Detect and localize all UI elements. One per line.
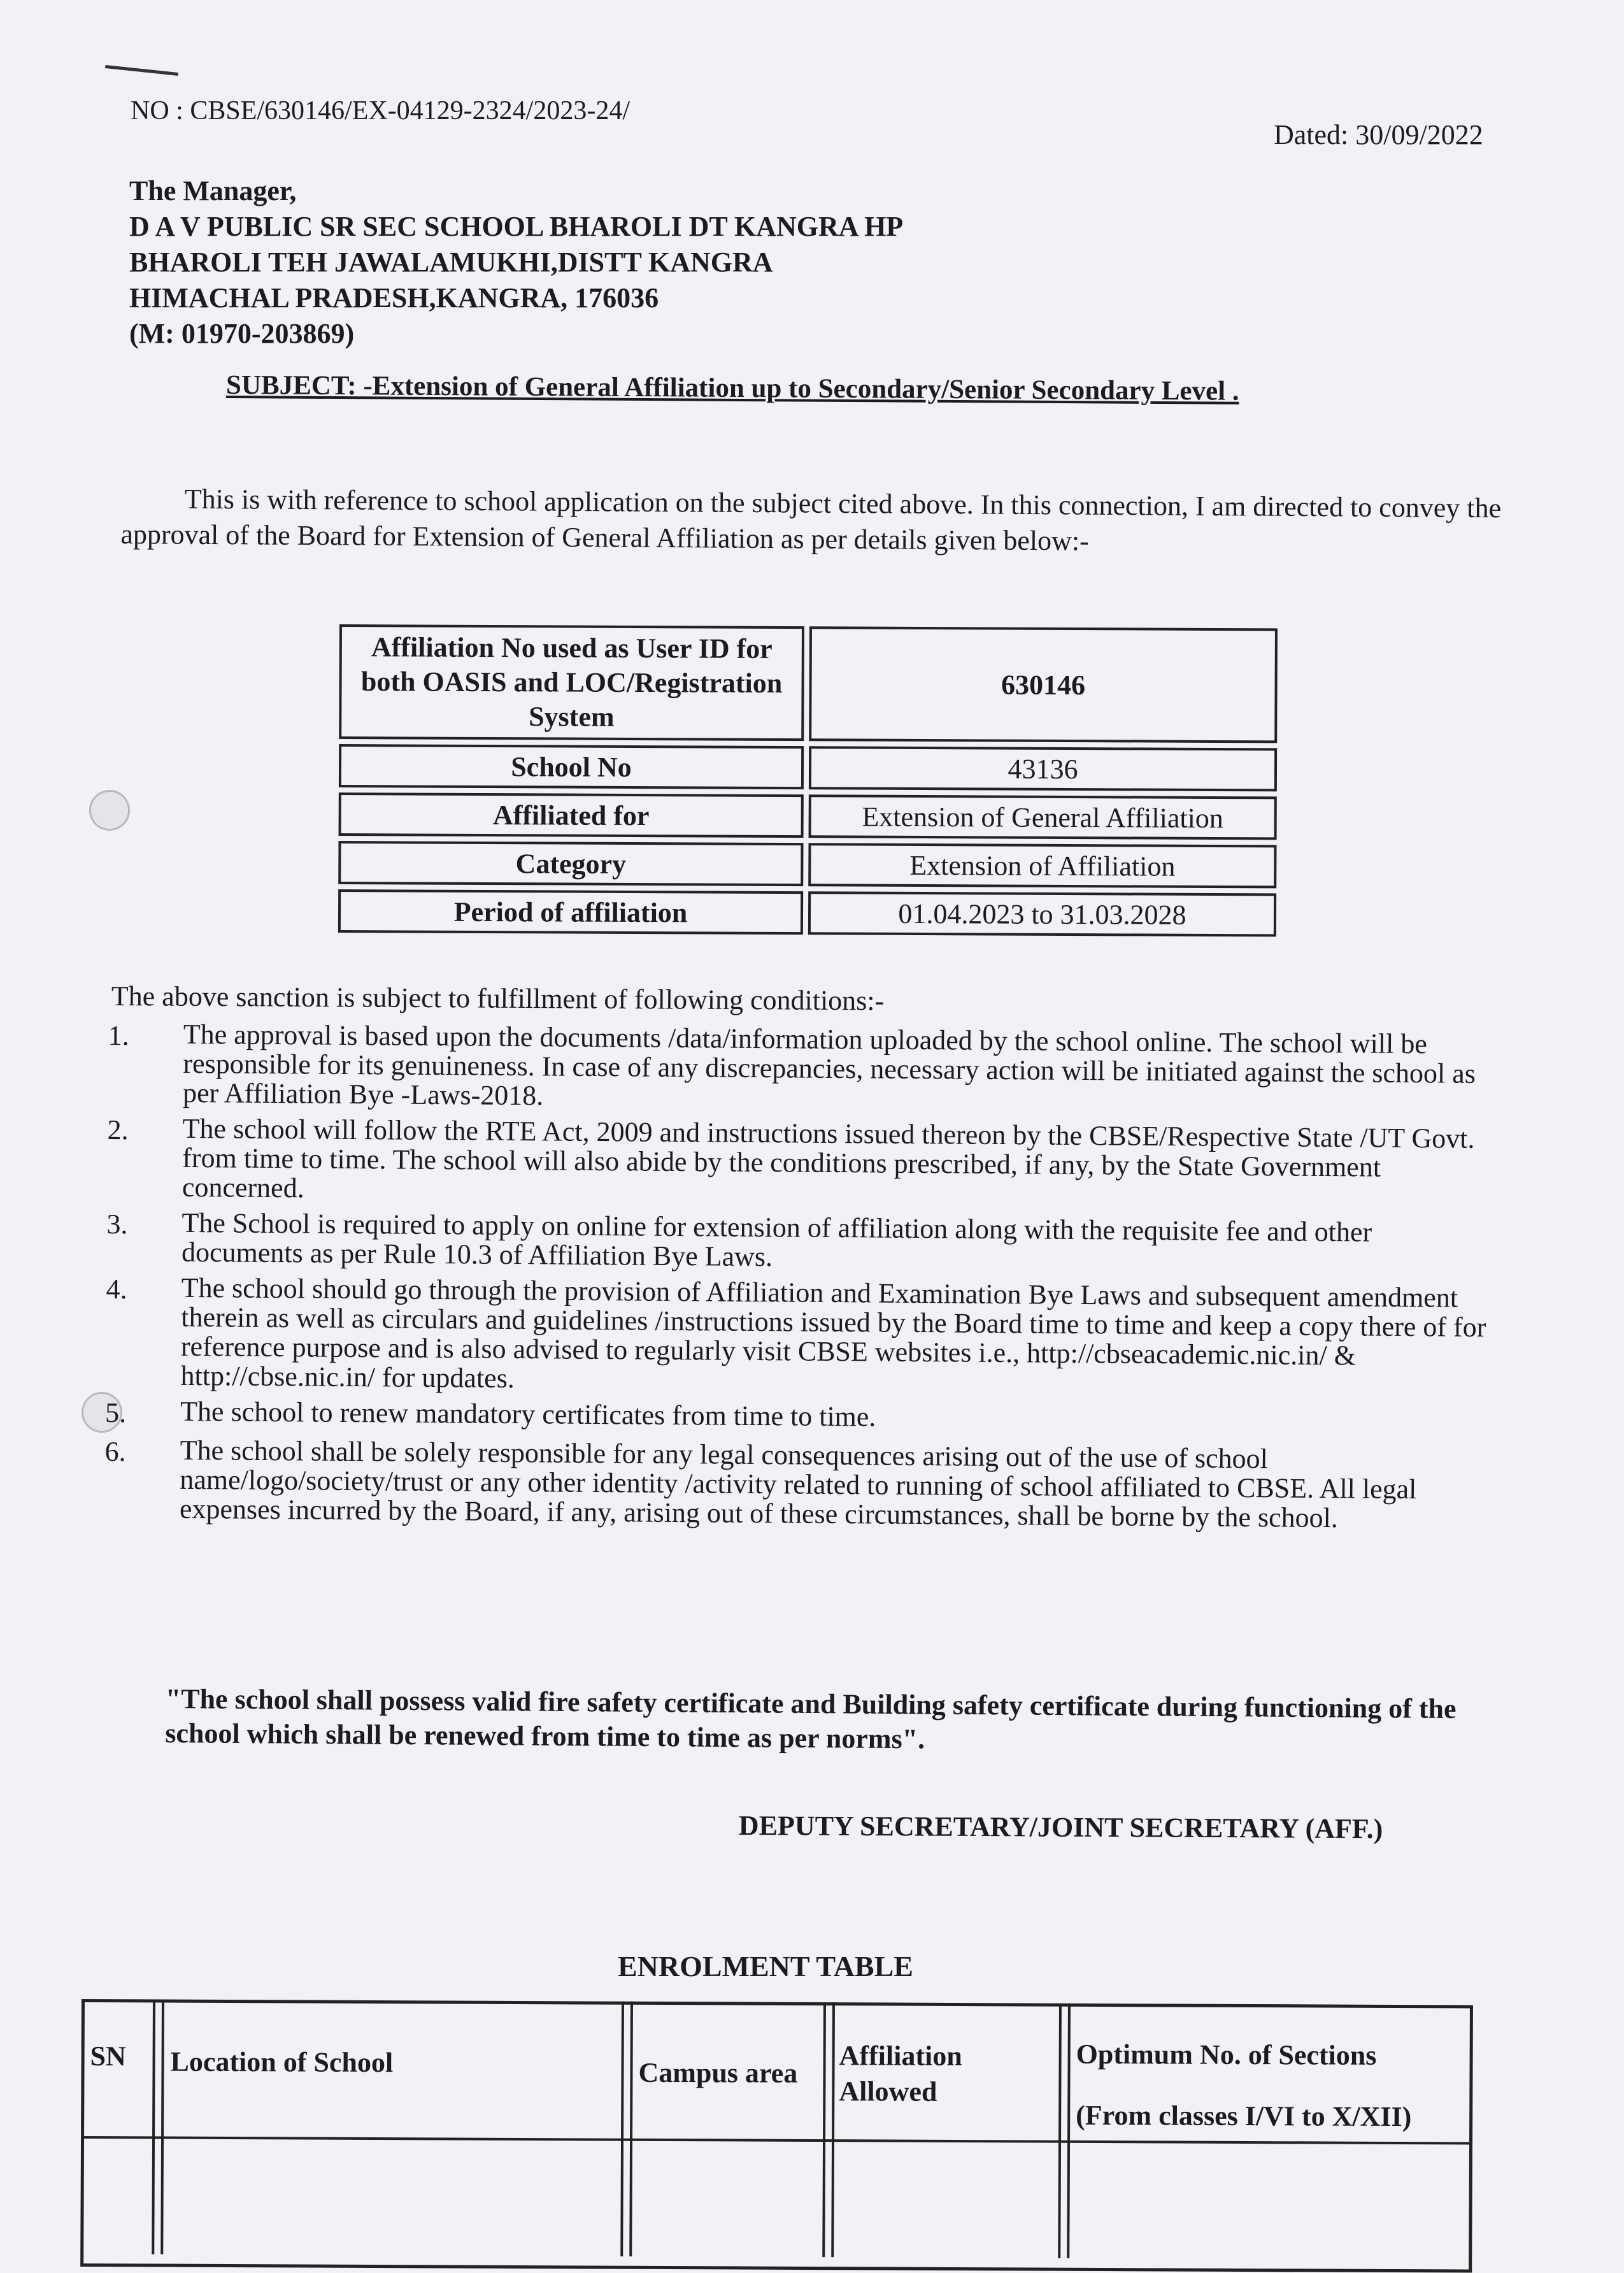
condition-text: The school will follow the RTE Act, 2009 and instructions issued thereon by the CBSE/Respective State /UT Govt. from time to time. The school will also abide by the conditions prescribed, if any, by the State Government concerned. xyxy=(182,1112,1475,1204)
table-value: 43136 xyxy=(809,746,1277,791)
address-line: HIMACHAL PRADESH,KANGRA, 176036 xyxy=(129,282,659,313)
header-line: Allowed xyxy=(839,2076,937,2107)
condition-number: 5. xyxy=(104,1396,127,1429)
conditions-list xyxy=(104,1019,1497,1540)
conditions-intro: The above sanction is subject to fulfillment of following conditions:- xyxy=(111,980,885,1017)
address-line: The Manager, xyxy=(129,175,297,206)
list-item xyxy=(107,1114,1496,1212)
condition-text: The school should go through the provision of Affiliation and Examination Bye Laws and subsequent amendment therein as well as circulars and guidelines /instructions issued by the Board time to time and keep a copy there of for reference purpose and is also advised to regularly visit CBSE websites i.e., http://cbseacademic.nic.in/ & http://cbse.nic.in/ for updates. xyxy=(180,1272,1486,1395)
enrolment-title: ENROLMENT TABLE xyxy=(618,1950,913,1983)
column-header-optimum xyxy=(1076,2037,1412,2135)
condition-number: 4. xyxy=(106,1273,127,1305)
condition-number: 3. xyxy=(106,1208,128,1240)
recipient-address xyxy=(129,173,903,352)
column-header-location: Location of School xyxy=(170,2046,394,2079)
condition-number: 2. xyxy=(107,1114,129,1146)
table-value: 630146 xyxy=(809,626,1278,743)
condition-text: The school shall be solely responsible for any legal consequences arising out of the use of school name/logo/society/trust or any other identity /activity related to running of school affiliated to CBSE. All legal expenses incurred by the Board, if any, arising out of these circumstances, shall be borne by the school. xyxy=(179,1434,1417,1534)
intro-paragraph xyxy=(120,481,1509,562)
table-label: Affiliation No used as User ID for both OASIS and LOC/Registration System xyxy=(339,624,804,741)
header-line: Optimum No. of Sections xyxy=(1076,2038,1377,2071)
enrolment-table xyxy=(80,1999,1473,2241)
condition-text: The approval is based upon the documents /data/information uploaded by the school online. The school will be responsible for its genuineness. In case of any discrepancies, necessary action will be initiated against the school as per Affiliation Bye -Laws-2018. xyxy=(182,1018,1476,1112)
column-header-affiliation xyxy=(839,2038,962,2110)
condition-number: 6. xyxy=(104,1435,126,1468)
spacer xyxy=(1076,2072,1411,2099)
column-header-campus: Campus area xyxy=(638,2056,798,2089)
signatory: DEPUTY SECRETARY/JOINT SECRETARY (AFF.) xyxy=(738,1810,1383,1845)
intro-text: This is with reference to school application on the subject cited above. In this connection, I am directed to convey the approval of the Board for Extension of General Affiliation as per details given below:- xyxy=(120,483,1502,557)
condition-number: 1. xyxy=(108,1020,129,1052)
affiliation-table xyxy=(338,624,1278,942)
reference-number: NO : CBSE/630146/EX-04129-2324/2023-24/ xyxy=(131,96,630,125)
address-line: BHAROLI TEH JAWALAMUKHI,DISTT KANGRA xyxy=(129,247,773,278)
table-value: 01.04.2023 to 31.03.2028 xyxy=(808,891,1276,936)
punch-hole xyxy=(89,790,130,831)
table-label: Category xyxy=(338,841,803,886)
table-value: Extension of Affiliation xyxy=(808,843,1276,888)
table-row xyxy=(338,889,1276,936)
table-row xyxy=(338,841,1276,888)
subject-line: SUBJECT: -Extension of General Affiliation up to Secondary/Senior Secondary Level . xyxy=(225,370,1239,406)
list-item xyxy=(105,1396,1493,1440)
table-label: Affiliated for xyxy=(339,792,804,838)
column-header-sn: SN xyxy=(90,2040,126,2072)
table-label: Period of affiliation xyxy=(338,889,803,935)
list-item xyxy=(105,1273,1494,1401)
list-item xyxy=(104,1435,1493,1534)
condition-text: The school to renew mandatory certificates from time to time. xyxy=(180,1395,876,1433)
list-item xyxy=(108,1019,1497,1118)
table-value: Extension of General Affiliation xyxy=(809,794,1277,840)
safety-note: "The school shall possess valid fire safety certificate and Building safety certificate during functioning of the school which shall be renewed from time to time as per norms". xyxy=(165,1683,1457,1755)
table-label: School No xyxy=(339,744,804,789)
table-row xyxy=(339,624,1278,743)
address-line: D A V PUBLIC SR SEC SCHOOL BHAROLI DT KANGRA HP xyxy=(129,211,904,242)
table-row xyxy=(339,792,1277,840)
header-line: Affiliation xyxy=(839,2040,962,2072)
address-line: (M: 01970-203869) xyxy=(129,318,355,349)
date: Dated: 30/09/2022 xyxy=(1274,119,1483,150)
header-line: (From classes I/VI to X/XII) xyxy=(1076,2099,1412,2133)
list-item xyxy=(106,1208,1495,1277)
pen-mark xyxy=(105,65,178,76)
table-row xyxy=(339,744,1277,791)
condition-text: The School is required to apply on online for extension of affiliation along with the requisite fee and other documents as per Rule 10.3 of Affiliation Bye Laws. xyxy=(181,1207,1372,1273)
